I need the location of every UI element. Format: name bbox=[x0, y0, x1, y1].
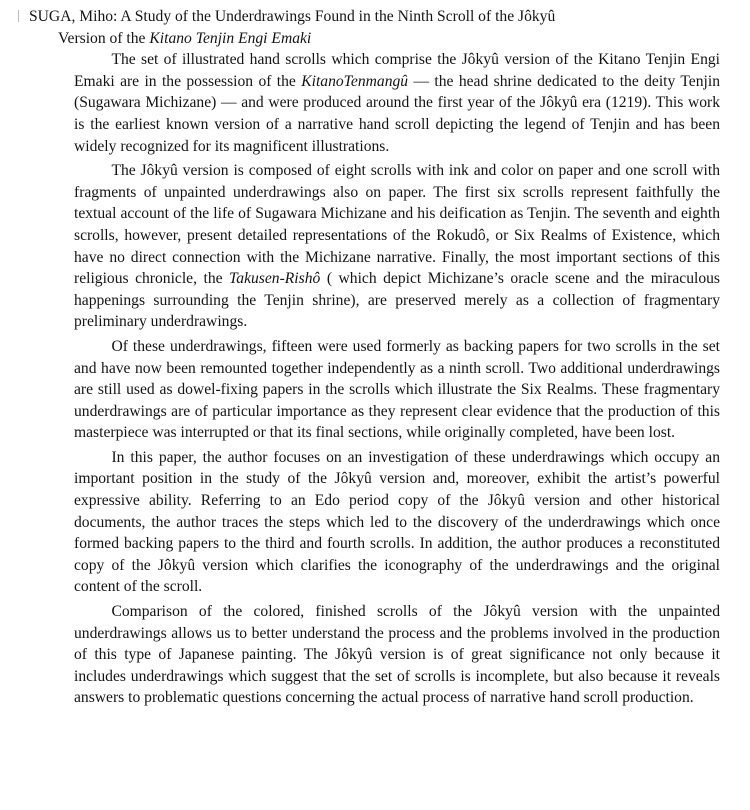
takusen-risho-term: Takusen-Rishô bbox=[229, 270, 321, 288]
margin-mark bbox=[18, 10, 19, 22]
shrine-name: KitanoTenmangû bbox=[301, 72, 409, 90]
title-work-name: Kitano Tenjin Engi Emaki bbox=[149, 29, 312, 47]
paragraph-2-part-a: The Jôkyû version is composed of eight scrolls with ink and color on paper and one scroll with fragments of unpainted underdrawings also on paper. The first six scrolls represent faithfully the textual account of the life of Sugawara Michizane and his deification as Tenjin. The seventh and eighth scrolls, however, present detailed representations of the Rokudô, or Six Realms of Existence, which have no direct connection with the Michizane narrative. Finally, the most important sections of this religious chronicle, the bbox=[74, 162, 720, 288]
paragraph-2-part-b: ( which depict Michizane’s oracle scene and the miraculous happenings surrounding the Tenjin shrine), are preserved merely as a collection of fragmentary preliminary underdrawings. bbox=[74, 270, 720, 331]
title-line-1: A Study of the Underdrawings Found in the Ninth Scroll of the Jôkyû bbox=[120, 8, 556, 25]
abstract-body bbox=[74, 49, 720, 709]
title-line-2 bbox=[29, 28, 750, 50]
paragraph-1-part-a: The set of illustrated hand scrolls which comprise the Jôkyû version of the Kitano Tenjin Engi Emaki are in the possession of the bbox=[74, 51, 720, 90]
article-title bbox=[29, 6, 750, 49]
paragraph-4: In this paper, the author focuses on an investigation of these underdrawings which occupy an important position in the study of the Jôkyû version and, moreover, exhibit the artist’s powerful expressive ability. Referring to an Edo period copy of the Jôkyû version and other historical documents, the author traces the steps which led to the discovery of the underdrawings which once formed backing papers to the third and fourth scrolls. In addition, the author produces a reconstituted copy of the Jôkyû version which clarifies the iconography of the underdrawings and the original content of the scroll. bbox=[74, 448, 720, 596]
title-separator: : bbox=[113, 8, 121, 25]
author-name: SUGA, Miho bbox=[29, 8, 114, 25]
paragraph-2 bbox=[74, 160, 720, 333]
paragraph-1-part-b: — the head shrine dedicated to the deity Tenjin (Sugawara Michizane) — and were produced around the first year of the Jôkyû era (1219). This work is the earliest known version of a narrative hand scroll depicting the legend of Tenjin and has been widely recognized for its magnificent illustrations. bbox=[74, 72, 720, 155]
title-line-2-text: Version of the bbox=[58, 29, 150, 47]
paragraph-1 bbox=[74, 49, 720, 157]
paragraph-5: Comparison of the colored, finished scrolls of the Jôkyû version with the unpainted underdrawings allows us to better understand the process and the problems involved in the production of this type of Japanese painting. The Jôkyû version is of great significance not only because it includes underdrawings which suggest that the set of scrolls is incomplete, but also because it reveals answers to problematic questions concerning the actual process of narrative hand scroll production. bbox=[74, 603, 720, 707]
paragraph-3: Of these underdrawings, fifteen were used formerly as backing papers for two scrolls in the set and have now been remounted together independently as a ninth scroll. Two additional underdrawings are still used as dowel-fixing papers in the scrolls which illustrate the Six Realms. These fragmentary underdrawings are of particular importance as they represent clear evidence that the production of this masterpiece was interrupted or that its final sections, while originally completed, have been lost. bbox=[74, 337, 720, 442]
